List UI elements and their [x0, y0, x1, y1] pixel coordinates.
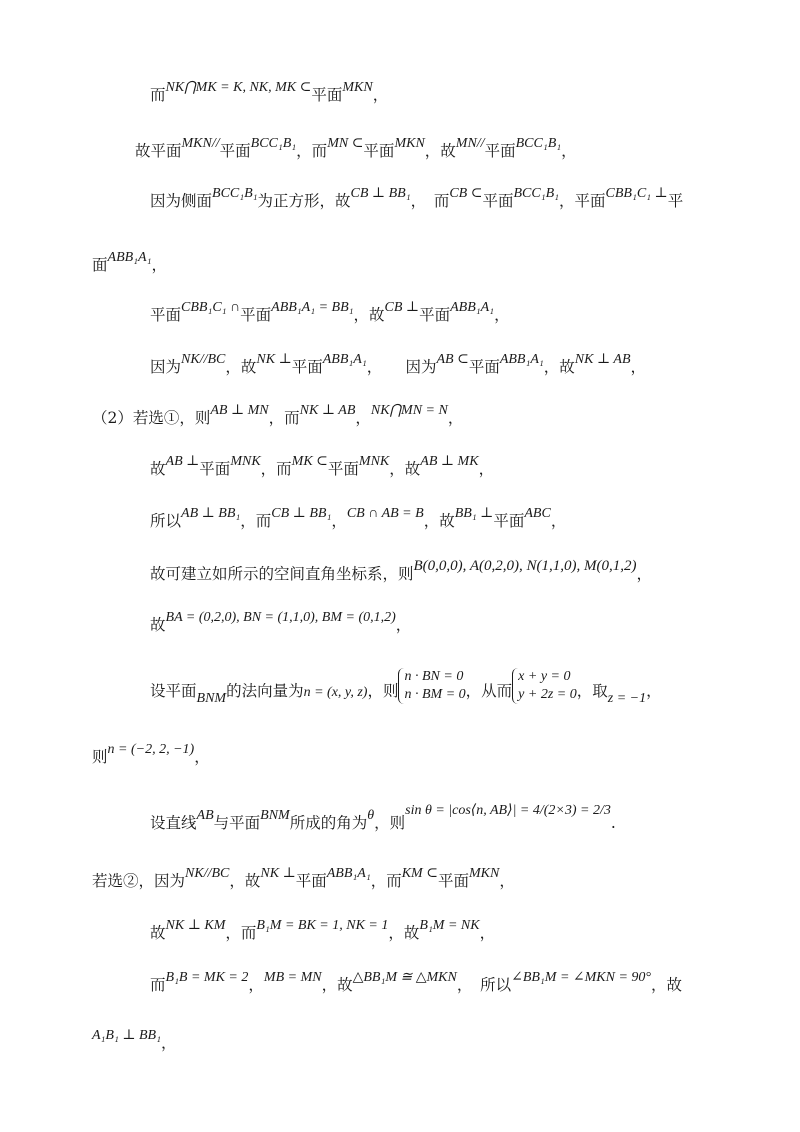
text-line-9 — [150, 506, 567, 534]
text-line-17 — [150, 970, 683, 998]
math-expression: ∠BB₁M = ∠MKN = 90° — [511, 970, 652, 985]
text: 平面 — [327, 460, 359, 478]
math-expression: MKN — [342, 80, 373, 95]
math-expression: CBB₁C₁ ∩ — [181, 300, 241, 315]
math-expression: B₁M = BK = 1, NK = 1 — [256, 918, 389, 933]
text: ， — [494, 306, 510, 324]
text: 平面 — [311, 86, 343, 104]
equation: n · BM = 0 — [404, 687, 466, 702]
math-expression: MN// — [455, 136, 485, 151]
math-expression: MKN// — [181, 136, 220, 151]
math-expression: ABB₁A₁ — [499, 352, 544, 367]
text: 平面 — [240, 306, 272, 324]
text-line-1 — [150, 80, 389, 108]
text: 故 — [150, 924, 166, 942]
math-expression: BNM — [260, 808, 290, 823]
text: 而 — [150, 86, 166, 104]
math-expression: sin θ = |cos⟨n, AB⟩| = 4/(2×3) = 2/3 — [405, 803, 611, 818]
math-expression: MN ⊂ — [327, 136, 364, 151]
text: ，而 — [260, 460, 292, 478]
math-expression: ABB₁A₁ — [107, 250, 152, 265]
text: ，从而 — [465, 682, 513, 700]
text: 故 — [150, 616, 166, 634]
text: 若选②，因为 — [92, 872, 186, 890]
text: 与平面 — [213, 814, 261, 832]
text: ，则 — [367, 682, 399, 700]
math-expression: BNM — [196, 691, 227, 706]
text: ， — [160, 1034, 177, 1052]
text: ， — [499, 872, 515, 890]
text: 平面 — [484, 142, 516, 160]
text: 所以 — [150, 512, 182, 530]
text: ，故 — [424, 142, 456, 160]
math-expression: CB ⊂ — [449, 186, 483, 201]
text: ， — [646, 682, 662, 700]
text: ， — [550, 512, 567, 530]
math-expression: n = (−2, 2, −1) — [107, 742, 195, 757]
text-line-4 — [92, 250, 167, 278]
text: 而 — [150, 976, 166, 994]
text: 平面 — [482, 192, 514, 210]
math-expression: AB ⊥ BB₁ — [181, 506, 241, 521]
math-expression: NK//BC — [181, 352, 226, 367]
math-expression: KM ⊂ — [401, 866, 438, 881]
text: ， 所以 — [456, 976, 512, 994]
math-expression: NK//BC — [185, 866, 230, 881]
text: ， 因为 — [366, 358, 437, 376]
math-expression: CB ⊥ — [384, 300, 420, 315]
text: ， — [248, 976, 264, 994]
text: 故 — [150, 460, 166, 478]
text: 故平面 — [135, 142, 182, 160]
text: 设平面 — [150, 682, 197, 700]
text: 平面 — [437, 872, 469, 890]
math-expression: BCC₁B₁ — [250, 136, 297, 151]
text: （2）若选①，则 — [92, 409, 211, 427]
text: 因为侧面 — [150, 192, 213, 210]
text: ， — [479, 924, 496, 942]
text: ，而 — [240, 512, 272, 530]
math-expression: MB = MN — [263, 970, 322, 985]
text: 因为 — [150, 358, 182, 376]
equation-system-2 — [512, 668, 577, 704]
math-expression: CB ⊥ BB₁ — [350, 186, 411, 201]
text: ， — [636, 565, 653, 583]
text: 平面 — [295, 872, 327, 890]
math-expression: ABB₁A₁ = BB₁ — [271, 300, 354, 315]
math-expression: NK ⊥ — [256, 352, 292, 367]
text: 则 — [92, 748, 108, 766]
text: ， — [395, 616, 412, 634]
text: ， — [447, 409, 464, 427]
text: ，而 — [268, 409, 300, 427]
text-line-11 — [150, 610, 412, 638]
math-expression: AB ⊥ — [165, 454, 200, 469]
math-expression: NK⋂MK = K, NK, MK ⊂ — [165, 80, 312, 95]
text: 平面 — [493, 512, 525, 530]
math-expression: ABC — [524, 506, 551, 521]
text-line-5 — [150, 300, 510, 328]
text: ，故 — [543, 358, 575, 376]
text: ， — [194, 748, 210, 766]
math-expression: BB₁ ⊥ — [454, 506, 494, 521]
math-expression: MKN — [394, 136, 425, 151]
math-expression: NK⋂MN = N — [370, 403, 448, 418]
math-expression: AB ⊂ — [436, 352, 469, 367]
math-expression: B(0,0,0), A(0,2,0), N(1,1,0), M(0,1,2) — [413, 558, 637, 574]
text-line-8 — [150, 454, 495, 482]
text: ，取 — [576, 682, 608, 700]
text-line-12 — [150, 669, 662, 710]
text-line-14 — [150, 803, 616, 836]
equation: n · BN = 0 — [404, 669, 464, 684]
text: 平面 — [150, 306, 182, 324]
math-expression: z = −1 — [607, 691, 647, 706]
text-line-18 — [92, 1028, 177, 1056]
text: ， — [355, 409, 371, 427]
text: 的法向量为 — [226, 682, 304, 700]
text-line-10 — [150, 558, 653, 586]
math-expression: BCC₁B₁ — [212, 186, 258, 201]
math-expression: θ — [367, 808, 375, 823]
text: 平面 — [219, 142, 251, 160]
text: ， — [630, 358, 647, 376]
math-expression: AB ⊥ MN — [210, 403, 269, 418]
math-expression: ABB₁A₁ — [326, 866, 371, 881]
text: . — [610, 814, 616, 832]
math-expression: BCC₁B₁ — [513, 186, 559, 201]
math-expression: AB — [196, 808, 214, 823]
text: ，故 — [388, 924, 420, 942]
text: 平 — [667, 192, 684, 210]
math-expression: MNK — [230, 454, 261, 469]
text: ，故 — [229, 872, 261, 890]
text: ，故 — [423, 512, 455, 530]
text-line-7 — [92, 403, 464, 431]
text-line-6 — [150, 352, 647, 380]
text: 平面 — [291, 358, 323, 376]
math-expression: △BB₁M ≅ △MKN — [352, 970, 457, 985]
text: ，故 — [225, 358, 257, 376]
math-expression: ABB₁A₁ — [450, 300, 495, 315]
text: 平面 — [363, 142, 395, 160]
text: ，平面 — [559, 192, 606, 210]
text: ，而 — [225, 924, 257, 942]
text: ， — [151, 256, 167, 274]
text: ， — [331, 512, 347, 530]
text-line-15 — [92, 866, 515, 894]
text: 故可建立如所示的空间直角坐标系，则 — [150, 565, 414, 583]
text-line-2 — [135, 136, 577, 164]
text: 为正方形，故 — [257, 192, 351, 210]
math-expression: NK ⊥ — [260, 866, 296, 881]
text: ， — [561, 142, 577, 160]
math-expression: BCC₁B₁ — [515, 136, 562, 151]
text: ， 而 — [410, 192, 450, 210]
text: ， — [372, 86, 389, 104]
math-expression: CB ∩ AB = B — [346, 506, 424, 521]
text: ，而 — [370, 872, 402, 890]
math-expression: n = (x, y, z) — [303, 685, 368, 700]
math-expression: AB ⊥ MK — [420, 454, 479, 469]
math-expression: CBB₁C₁ ⊥ — [605, 186, 668, 201]
text-line-3 — [150, 186, 684, 214]
text-line-13 — [92, 742, 210, 770]
text: ，则 — [374, 814, 406, 832]
equation: y + 2z = 0 — [518, 687, 577, 702]
math-expression: BA = (0,2,0), BN = (1,1,0), BM = (0,1,2) — [165, 610, 396, 625]
equation: x + y = 0 — [518, 669, 571, 684]
text: ，故 — [321, 976, 353, 994]
text: 设直线 — [150, 814, 197, 832]
math-expression: NK ⊥ AB — [299, 403, 356, 418]
math-expression: MNK — [358, 454, 390, 469]
math-expression: MKN — [468, 866, 500, 881]
text: 平面 — [199, 460, 231, 478]
math-expression: MK ⊂ — [291, 454, 328, 469]
text: ，而 — [296, 142, 328, 160]
math-expression: B₁B = MK = 2 — [165, 970, 249, 985]
math-expression: CB ⊥ BB₁ — [271, 506, 332, 521]
text-line-16 — [150, 918, 496, 946]
text: 所成的角为 — [289, 814, 368, 832]
text: ，故 — [353, 306, 385, 324]
text: 面 — [92, 256, 108, 274]
math-expression: A₁B₁ ⊥ BB₁ — [92, 1028, 161, 1043]
text: 平面 — [419, 306, 451, 324]
equation-system-1 — [398, 668, 465, 704]
math-expression: B₁M = NK — [419, 918, 480, 933]
text: ，故 — [389, 460, 421, 478]
math-expression: ABB₁A₁ — [322, 352, 367, 367]
text: 平面 — [468, 358, 500, 376]
math-expression: NK ⊥ KM — [165, 918, 226, 933]
text: ，故 — [651, 976, 683, 994]
text: ， — [478, 460, 495, 478]
math-expression: NK ⊥ AB — [574, 352, 631, 367]
